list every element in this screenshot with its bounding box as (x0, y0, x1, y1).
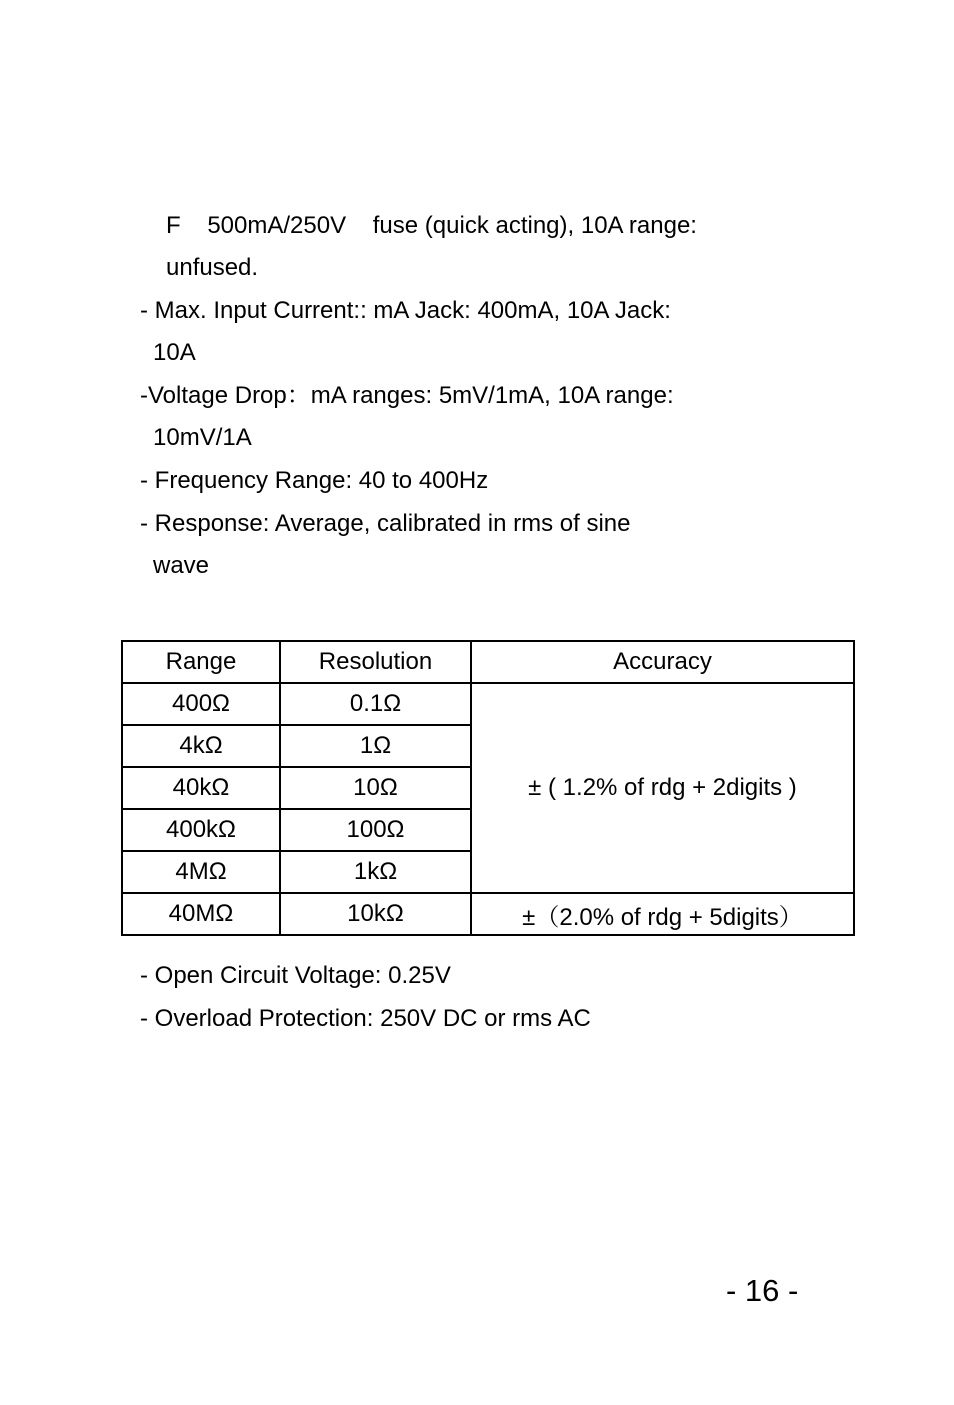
spec-line-unfused: unfused. (166, 254, 259, 281)
table-row (122, 893, 854, 935)
range-cell: 400Ω (122, 683, 280, 725)
spec-line-response: - Response: Average, calibrated in rms of sine (140, 510, 631, 537)
header-accuracy: Accuracy (471, 641, 854, 683)
table-row (122, 683, 854, 725)
header-resolution: Resolution (280, 641, 471, 683)
range-cell: 400kΩ (122, 809, 280, 851)
header-range: Range (122, 641, 280, 683)
spec-line-open-circuit-voltage: - Open Circuit Voltage: 0.25V (140, 962, 451, 989)
range-cell: 40MΩ (122, 893, 280, 935)
spec-line-wave: wave (153, 552, 210, 579)
spec-line-10mv: 10mV/1A (153, 424, 252, 451)
resolution-cell: 100Ω (280, 809, 471, 851)
resolution-cell: 1kΩ (280, 851, 471, 893)
spec-line-max-input-current: - Max. Input Current:: mA Jack: 400mA, 10A Jack: (140, 297, 671, 324)
resolution-cell: 10kΩ (280, 893, 471, 935)
range-cell: 40kΩ (122, 767, 280, 809)
spec-line-10a: 10A (153, 339, 196, 366)
resolution-cell: 0.1Ω (280, 683, 471, 725)
spec-line-frequency-range: - Frequency Range: 40 to 400Hz (140, 467, 489, 494)
page-number: - 16 - (726, 1273, 799, 1308)
range-cell: 4kΩ (122, 725, 280, 767)
spec-line-overload-protection: - Overload Protection: 250V DC or rms AC (140, 1005, 591, 1032)
accuracy-cell: ± ( 1.2% of rdg + 2digits ) (471, 683, 854, 893)
resistance-spec-table (121, 640, 855, 936)
resolution-cell: 1Ω (280, 725, 471, 767)
spec-line-fuse: F 500mA/250V fuse (quick acting), 10A range: (166, 212, 697, 239)
accuracy-cell: ±（2.0% of rdg + 5digits） (471, 893, 854, 935)
range-cell: 4MΩ (122, 851, 280, 893)
table-header-row (122, 641, 854, 683)
spec-line-voltage-drop: -Voltage Drop：mA ranges: 5mV/1mA, 10A range: (140, 382, 674, 409)
resolution-cell: 10Ω (280, 767, 471, 809)
